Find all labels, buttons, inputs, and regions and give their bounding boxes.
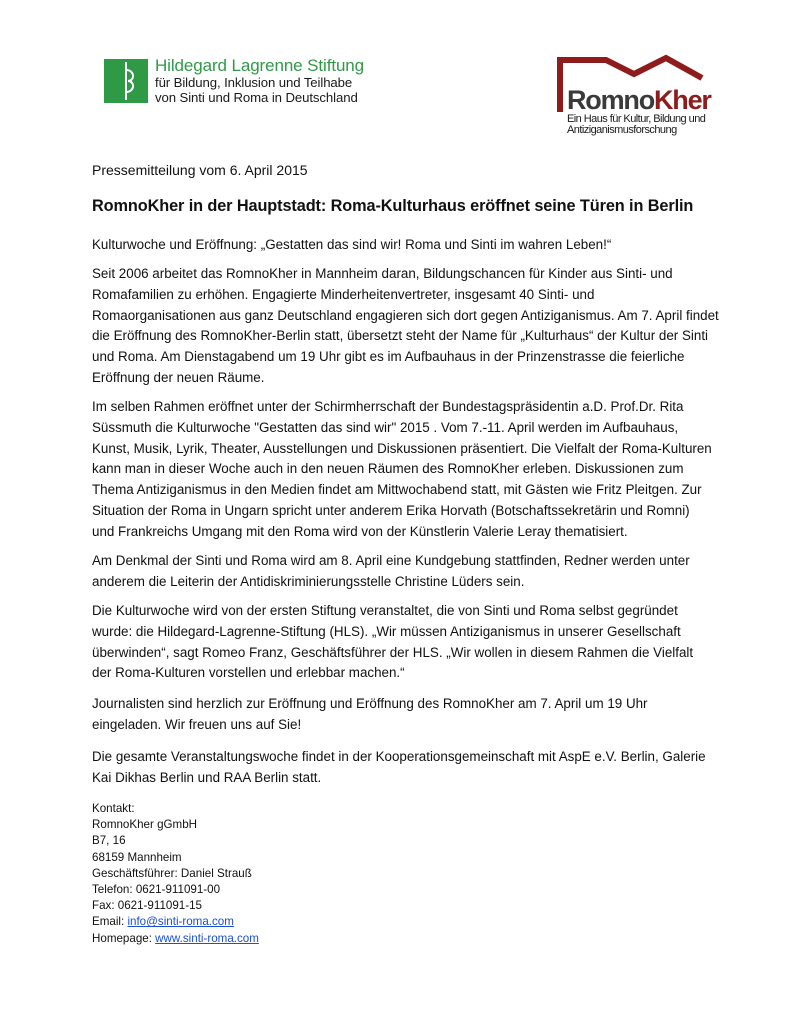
paragraph-line: der Roma-Kulturen vorstellen und erlebbar machen.“	[92, 665, 405, 681]
romnokher-logo-name-romno: Romno	[567, 85, 654, 115]
romnokher-logo-name	[567, 86, 711, 114]
contact-block	[92, 801, 259, 947]
hls-logo	[104, 56, 364, 106]
paragraph-line: Die Kulturwoche wird von der ersten Stiftung veranstaltet, die von Sinti und Roma selbst gegründet	[92, 603, 678, 618]
paragraph-line: Kunst, Musik, Lyrik, Theater, Ausstellungen und Diskussionen präsentiert. Die Vielfalt der Roma-Kulturen	[92, 440, 712, 456]
paragraph-line: kann man in dieser Woche auch in den neuen Räumen des RomnoKher erleben. Diskussionen zum	[92, 461, 684, 477]
contact-street: B7, 16	[92, 834, 126, 848]
paragraph-line: überwinden“, sagt Romeo Franz, Geschäftsführer der HLS. „Wir wollen in diesem Rahmen die Vielfalt	[92, 644, 694, 660]
romnokher-logo-tagline-2: Antiziganismusforschung	[567, 124, 677, 136]
romnokher-logo	[556, 52, 711, 144]
paragraph-stiftung	[92, 601, 693, 684]
hls-logo-mark-icon	[104, 59, 148, 103]
romnokher-logo-name-kher: Kher	[653, 85, 711, 115]
contact-heading: Kontakt:	[92, 802, 135, 815]
paragraph-line: Am Denkmal der Sinti und Roma wird am 8. April eine Kundgebung stattfinden, Redner werden unter	[92, 553, 690, 568]
contact-homepage-label: Homepage:	[92, 931, 156, 945]
paragraph-line: und Frankreichs Umgang mit den Roma wird von der Künstlerin Valerie Leray thematisiert.	[92, 523, 628, 539]
paragraph-line: anderem die Leiterin der Antidiskriminierungsstelle Christine Lüders sein.	[92, 573, 525, 589]
hls-logo-title: Hildegard Lagrenne Stiftung	[155, 56, 365, 75]
hls-logo-subtitle-2: von Sinti und Roma in Deutschland	[155, 90, 358, 105]
press-release-dateline: Pressemitteilung vom 6. April 2015	[92, 162, 308, 178]
contact-city: 68159 Mannheim	[92, 850, 182, 864]
paragraph-kulturwoche	[92, 397, 712, 543]
contact-manager: Geschäftsführer: Daniel Strauß	[92, 866, 252, 880]
paragraph-intro	[92, 264, 719, 389]
paragraph-line: Kulturwoche und Eröffnung: „Gestatten das sind wir! Roma und Sinti im wahren Leben!“	[92, 237, 612, 252]
romnokher-logo-tagline-1: Ein Haus für Kultur, Bildung und	[567, 113, 706, 125]
contact-homepage-link[interactable]: www.sinti-roma.com	[155, 931, 259, 945]
contact-homepage-line	[92, 931, 259, 947]
paragraph-line: Kai Dikhas Berlin und RAA Berlin statt.	[92, 769, 322, 785]
paragraph-line: Romafamilien zu erhöhen. Engagierte Minderheitenvertreter, insgesamt 40 Sinti- und	[92, 286, 595, 302]
paragraph-subtitle	[92, 235, 611, 256]
paragraph-line: Die gesamte Veranstaltungswoche findet in der Kooperationsgemeinschaft mit AspE e.V. Berlin, Galerie	[92, 749, 706, 764]
paragraph-line: Thema Antiziganismus in den Medien findet am Mittwochabend statt, mit Gästen wie Fritz Pleitgen. Zur	[92, 482, 702, 498]
press-release-headline: RomnoKher in der Hauptstadt: Roma-Kulturhaus eröffnet seine Türen in Berlin	[92, 197, 694, 215]
paragraph-line: Situation der Roma in Ungarn spricht unter anderem Erika Horvath (Botschaftssekretärin und Romni)	[92, 502, 690, 518]
contact-fax: Fax: 0621-911091-15	[92, 899, 203, 913]
contact-email-label: Email:	[92, 915, 128, 929]
contact-email-link[interactable]: info@sinti-roma.com	[127, 915, 234, 929]
contact-email-line	[92, 914, 259, 930]
paragraph-kundgebung	[92, 551, 690, 593]
contact-phone: Telefon: 0621-911091-00	[92, 883, 221, 897]
paragraph-line: Seit 2006 arbeitet das RomnoKher in Mannheim daran, Bildungschancen für Kinder aus Sinti- und	[92, 266, 673, 281]
contact-company: RomnoKher gGmbH	[92, 818, 198, 832]
paragraph-line: die Eröffnung des RomnoKher-Berlin statt, übersetzt steht der Name für „Kulturhaus“ der Kultur der Sinti	[92, 328, 709, 344]
paragraph-line: Journalisten sind herzlich zur Eröffnung und Eröffnung des RomnoKher am 7. April um 19 Uhr	[92, 696, 648, 711]
paragraph-line: Eröffnung der neuen Räume.	[92, 369, 265, 385]
paragraph-line: und Roma. Am Dienstagabend um 19 Uhr gibt es im Aufbauhaus in der Prinzenstrasse die feierliche	[92, 349, 685, 365]
paragraph-line: Romaorganisationen aus ganz Deutschland engagieren sich dort gegen Antiziganismus. Am 7. April findet	[92, 307, 719, 323]
paragraph-kooperation	[92, 747, 706, 789]
paragraph-line: Im selben Rahmen eröffnet unter der Schirmherrschaft der Bundestagspräsidentin a.D. Prof.Dr. Rita	[92, 399, 684, 414]
paragraph-line: eingeladen. Wir freuen uns auf Sie!	[92, 716, 302, 732]
paragraph-journalisten	[92, 694, 648, 736]
paragraph-line: wurde: die Hildegard-Lagrenne-Stiftung (HLS). „Wir müssen Antiziganismus in unserer Gesellschaft	[92, 623, 681, 639]
paragraph-line: Süssmuth die Kulturwoche "Gestatten das sind wir" 2015 . Vom 7.-11. April werden im Aufbauhaus,	[92, 419, 679, 435]
hls-logo-subtitle-1: für Bildung, Inklusion und Teilhabe	[155, 75, 353, 90]
